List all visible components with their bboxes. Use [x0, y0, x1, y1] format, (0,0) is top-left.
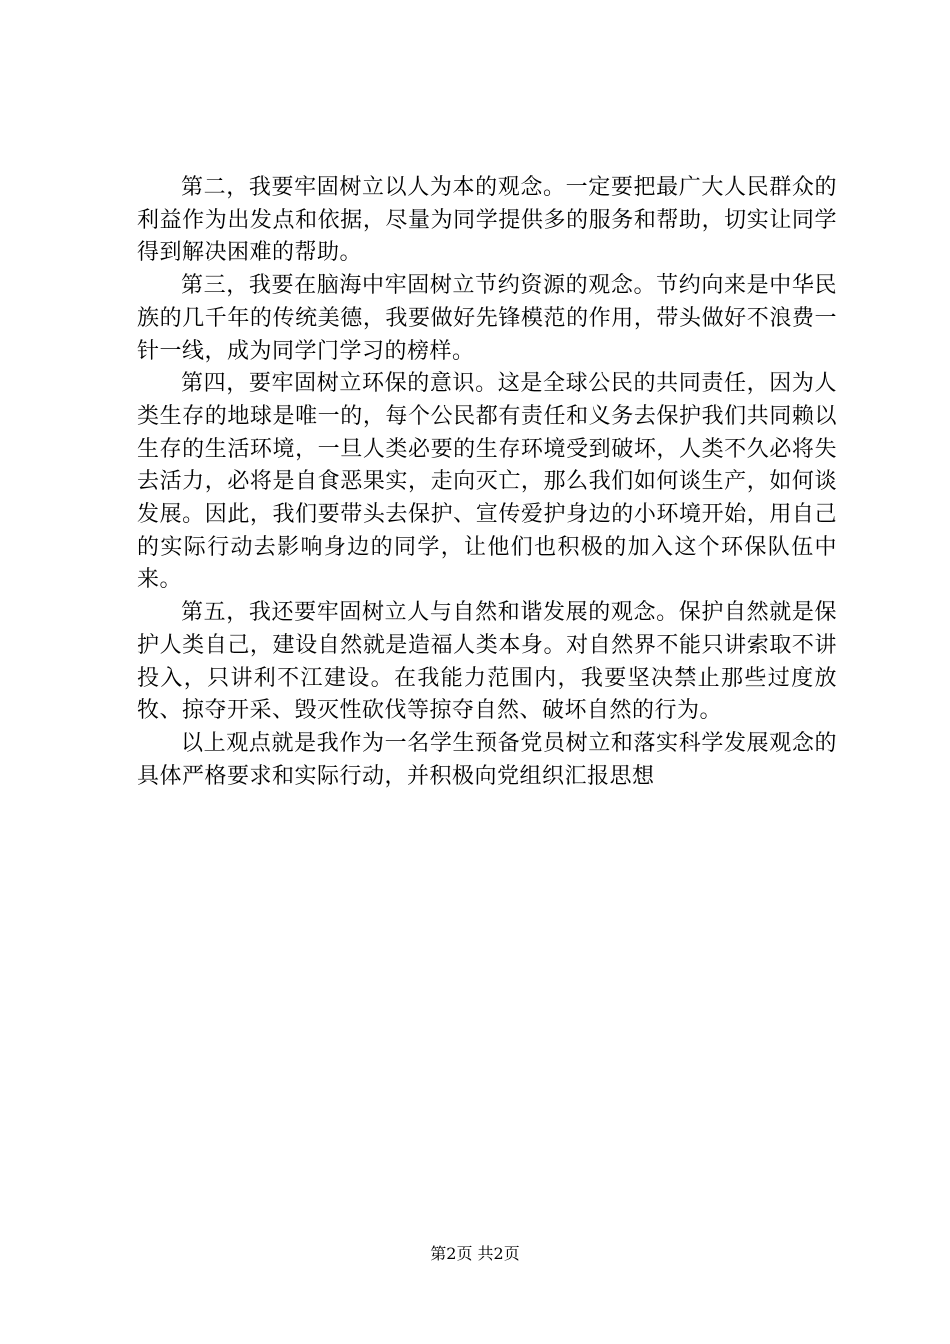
paragraph-fourth-point: 第四，要牢固树立环保的意识。这是全球公民的共同责任，因为人类生存的地球是唯一的，每个公民都有责任和义务去保护我们共同赖以生存的生活环境，一旦人类必要的生存环境受到破坏，人类不久必将失去活力，必将是自食恶果实，走向灭亡，那么我们如何谈生产，如何谈发展。因此，我们要带头去保护、宣传爱护身边的小环境开始，用自己的实际行动去影响身边的同学，让他们也积极的加入这个环保队伍中来。 — [137, 371, 837, 593]
document-body — [137, 172, 837, 793]
paragraph-second-point: 第二，我要牢固树立以人为本的观念。一定要把最广大人民群众的利益作为出发点和依据，尽量为同学提供多的服务和帮助，切实让同学得到解决困难的帮助。 — [137, 175, 837, 266]
paragraph-third-point: 第三，我要在脑海中牢固树立节约资源的观念。节约向来是中华民族的几千年的传统美德，我要做好先锋模范的作用，带头做好不浪费一针一线，成为同学门学习的榜样。 — [137, 273, 837, 364]
paragraph-conclusion: 以上观点就是我作为一名学生预备党员树立和落实科学发展观念的具体严格要求和实际行动，并积极向党组织汇报思想 — [137, 730, 837, 789]
page-number-footer: 第2页 共2页 — [430, 1244, 520, 1263]
paragraph-fifth-point: 第五，我还要牢固树立人与自然和谐发展的观念。保护自然就是保护人类自己，建设自然就是造福人类本身。对自然界不能只讲索取不讲投入，只讲利不江建设。在我能力范围内，我要坚决禁止那些过度放牧、掠夺开采、毁灭性砍伐等掠夺自然、破坏自然的行为。 — [137, 600, 837, 724]
